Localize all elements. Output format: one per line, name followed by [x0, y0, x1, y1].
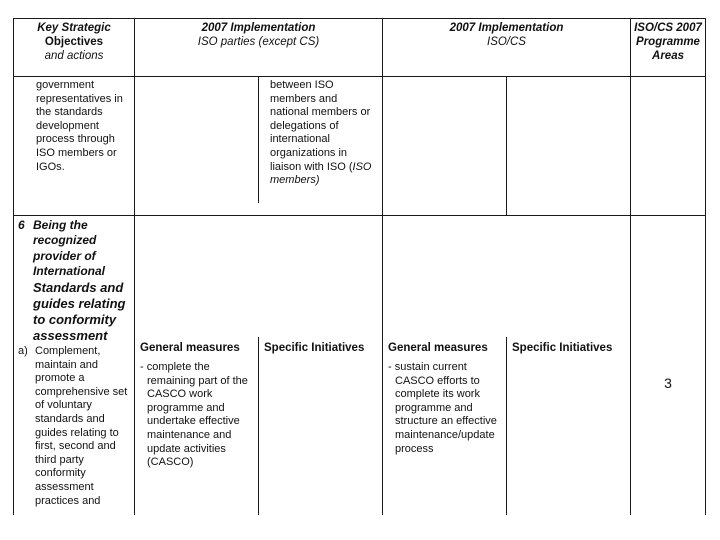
text-line: maintain and: [35, 358, 98, 371]
text-line: update activities: [147, 442, 226, 455]
text-line: (CASCO): [147, 456, 194, 469]
text-line: conformity: [35, 467, 86, 480]
header-parties-subtitle: ISO parties (except CS): [197, 35, 320, 48]
header-parties-implementation: [135, 22, 382, 50]
text-line: undertake effective: [147, 415, 240, 428]
programme-area-number: 3: [664, 375, 672, 391]
column-divider-1: [134, 18, 135, 515]
cs-specific-initiatives-heading: Specific Initiatives: [512, 342, 613, 354]
table-right-border: [705, 18, 706, 515]
header-programme-line: Programme: [636, 35, 700, 48]
text-line: remaining part of the: [147, 374, 248, 387]
text-line: maintenance/update: [395, 428, 495, 441]
column-divider-4b: [506, 337, 507, 515]
text-line: guides relating to: [35, 426, 119, 439]
text-line: CASCO work: [147, 388, 213, 401]
text-fragment: liaison with ISO (: [270, 160, 353, 173]
text-line: ISO members or: [36, 146, 117, 159]
text-line: comprehensive set: [35, 385, 128, 398]
parties-general-measures-heading: General measures: [140, 342, 240, 354]
header-cs-subtitle: ISO/CS: [487, 35, 526, 48]
parties-specific-initiatives-heading: Specific Initiatives: [264, 342, 365, 354]
column-divider-4a: [506, 76, 507, 215]
table-left-border: [13, 18, 14, 515]
table-top-border: [13, 18, 705, 19]
text-line: CASCO efforts to: [395, 374, 480, 387]
text-line: members and: [270, 92, 338, 105]
title-line: provider of: [33, 248, 96, 263]
text-line: members): [270, 174, 320, 187]
text-line: assessment: [35, 480, 94, 493]
title-line: International: [33, 264, 106, 279]
text-line: Complement,: [35, 345, 101, 357]
column-divider-5: [630, 18, 631, 515]
cs-general-measures-heading: General measures: [388, 342, 488, 354]
continuation-parties-specific-text: [270, 79, 371, 188]
row-separator: [13, 215, 705, 216]
title-line: guides relating: [33, 295, 126, 311]
title-line: Standards and: [33, 279, 124, 295]
header-bottom-border: [13, 76, 705, 77]
text-line: - sustain current: [388, 361, 467, 373]
text-line: third party: [35, 453, 84, 466]
text-line: practices and: [35, 494, 101, 507]
text-line: government: [36, 79, 95, 91]
text-line: organizations in: [270, 146, 348, 159]
column-divider-2b: [258, 337, 259, 515]
text-line: process through: [36, 133, 115, 146]
text-line: representatives in: [36, 92, 123, 105]
text-line: programme and: [395, 401, 473, 414]
text-fragment-italic: ISO: [352, 160, 372, 173]
title-line: assessment: [33, 328, 108, 344]
text-line: first, second and: [35, 440, 116, 453]
text-line: national members or: [270, 106, 371, 119]
text-line: development: [36, 119, 99, 132]
header-programme-line: ISO/CS 2007: [634, 22, 702, 34]
header-programme-areas: [631, 22, 705, 63]
title-line: recognized: [33, 233, 97, 248]
action-a-label: a): [18, 345, 28, 357]
text-line: international: [270, 133, 330, 146]
text-line: process: [395, 442, 434, 455]
continuation-objective-text: [36, 79, 123, 174]
title-line: Being the: [33, 218, 88, 232]
header-objectives: [14, 22, 134, 63]
text-line: standards and: [35, 412, 105, 425]
text-line: - complete the: [140, 361, 210, 373]
text-line: structure an effective: [395, 415, 497, 428]
text-line: of voluntary: [35, 399, 92, 412]
cs-general-measures-text: [388, 361, 497, 456]
header-objectives-line: Objectives: [44, 35, 104, 48]
parties-general-measures-text: [140, 361, 248, 470]
text-line: between ISO: [270, 79, 334, 91]
text-line: the standards: [36, 106, 103, 119]
text-line: maintenance and: [147, 428, 232, 441]
text-line: promote a: [35, 372, 85, 385]
header-programme-line: Areas: [652, 49, 684, 62]
column-divider-3: [382, 18, 383, 515]
section-6-number: 6: [18, 218, 25, 232]
section-6-title: [33, 218, 125, 344]
action-a-text: [35, 345, 127, 508]
header-parties-title: 2007 Implementation: [201, 22, 316, 34]
text-line: delegations of: [270, 119, 339, 132]
title-line: to conformity: [33, 312, 117, 328]
text-line: IGOs.: [36, 160, 65, 173]
text-line: [270, 161, 371, 175]
column-divider-2a: [258, 76, 259, 203]
header-objectives-line: Key Strategic: [37, 22, 111, 34]
text-line: programme and: [147, 401, 225, 414]
header-cs-title: 2007 Implementation: [449, 22, 564, 34]
header-cs-implementation: [383, 22, 630, 50]
text-line: complete its work: [395, 388, 480, 401]
header-objectives-line: and actions: [44, 49, 104, 62]
